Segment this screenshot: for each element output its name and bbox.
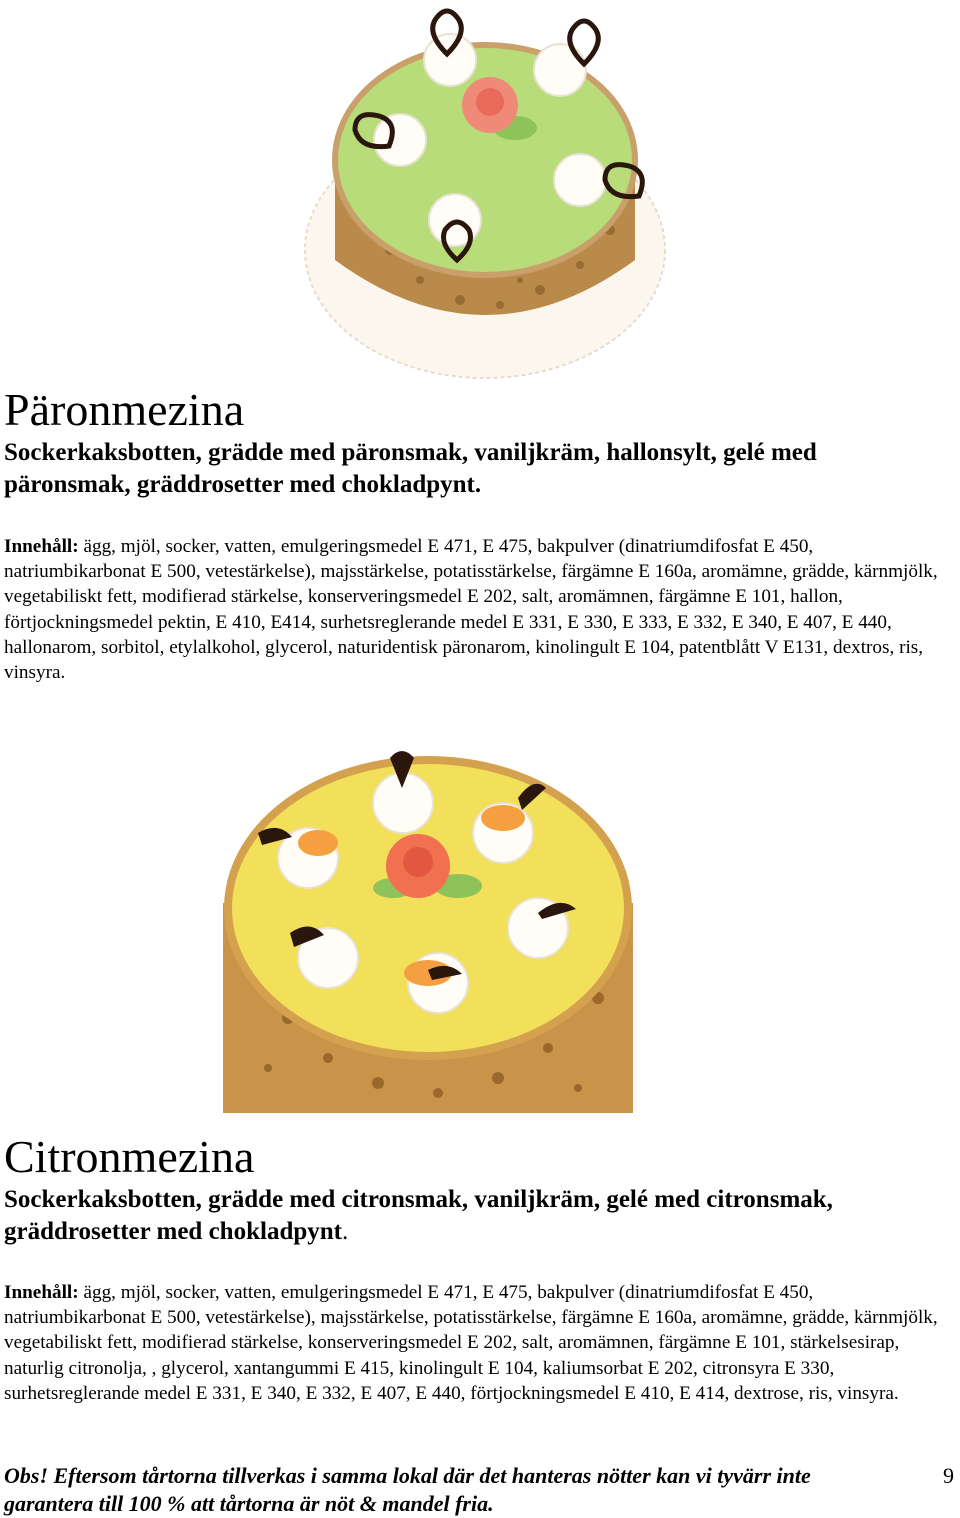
allergy-note: Obs! Eftersom tårtorna tillverkas i samma lokal där det hanteras nötter kan vi tyvärr inte garantera till 100 % att tårtorna är nöt & mandel fria. [4,1463,811,1516]
ingredients-label: Innehåll: [4,536,79,557]
product-description-end: . [341,1218,349,1245]
page-number: 9 [943,1463,954,1488]
pear-cake-photo [300,0,670,385]
product-title: Citronmezina [4,1131,255,1182]
product-description: Sockerkaksbotten, grädde med päronsmak, vaniljkräm, hallonsylt, gelé med päronsmak, gräddrosetter med chokladpynt. [4,439,817,498]
product-description-text: Sockerkaksbotten, grädde med citronsmak, vaniljkräm, gelé med citronsmak, gräddrosetter med chokladpynt [4,1186,833,1245]
ingredients-label: Innehåll: [4,1282,79,1303]
product-description [4,1184,944,1248]
ingredients-text [4,534,949,685]
ingredients-list: ägg, mjöl, socker, vatten, emulgeringsmedel E 471, E 475, bakpulver (dinatriumdifosfat E 450, natriumbikarbonat E 500, vetestärkelse), majsstärkelse, potatisstärkelse, färgämne E 160a, aromämne, grädde, kärnmjölk, vegetabiliskt fett, modifierad stärkelse, konserveringsmedel E 202, salt, aromämnen, färgämne E 101, hallon, förtjockningsmedel pektin, E 410, E414, surhetsreglerande medel E 331, E 330, E 333, E 332, E 340, E 407, E 440, hallonarom, sorbitol, etylalkohol, glycerol, naturidentisk päronarom, kinolingult E 104, patentblått V E131, dextros, ris, vinsyra. [4,536,938,684]
lemon-cake-photo [218,738,638,1113]
ingredients-text [4,1280,949,1406]
product-title: Päronmezina [4,384,245,435]
ingredients-list: ägg, mjöl, socker, vatten, emulgeringsmedel E 471, E 475, bakpulver (dinatriumdifosfat E 450, natriumbikarbonat E 500, vetestärkelse), majsstärkelse, potatisstärkelse, färgämne E 160a, aromämne, grädde, kärnmjölk, vegetabiliskt fett, modifierad stärkelse, konserveringsmedel E 202, salt, aromämnen, färgämne E 101, stärkelsesirap, naturlig citronolja, , glycerol, xantangummi E 415, kinolingult E 104, kaliumsorbat E 202, citronsyra E 330, surhetsreglerande medel E 331, E 340, E 332, E 407, E 440, förtjockningsmedel E 410, E 414, dextrose, ris, vinsyra. [4,1282,938,1404]
